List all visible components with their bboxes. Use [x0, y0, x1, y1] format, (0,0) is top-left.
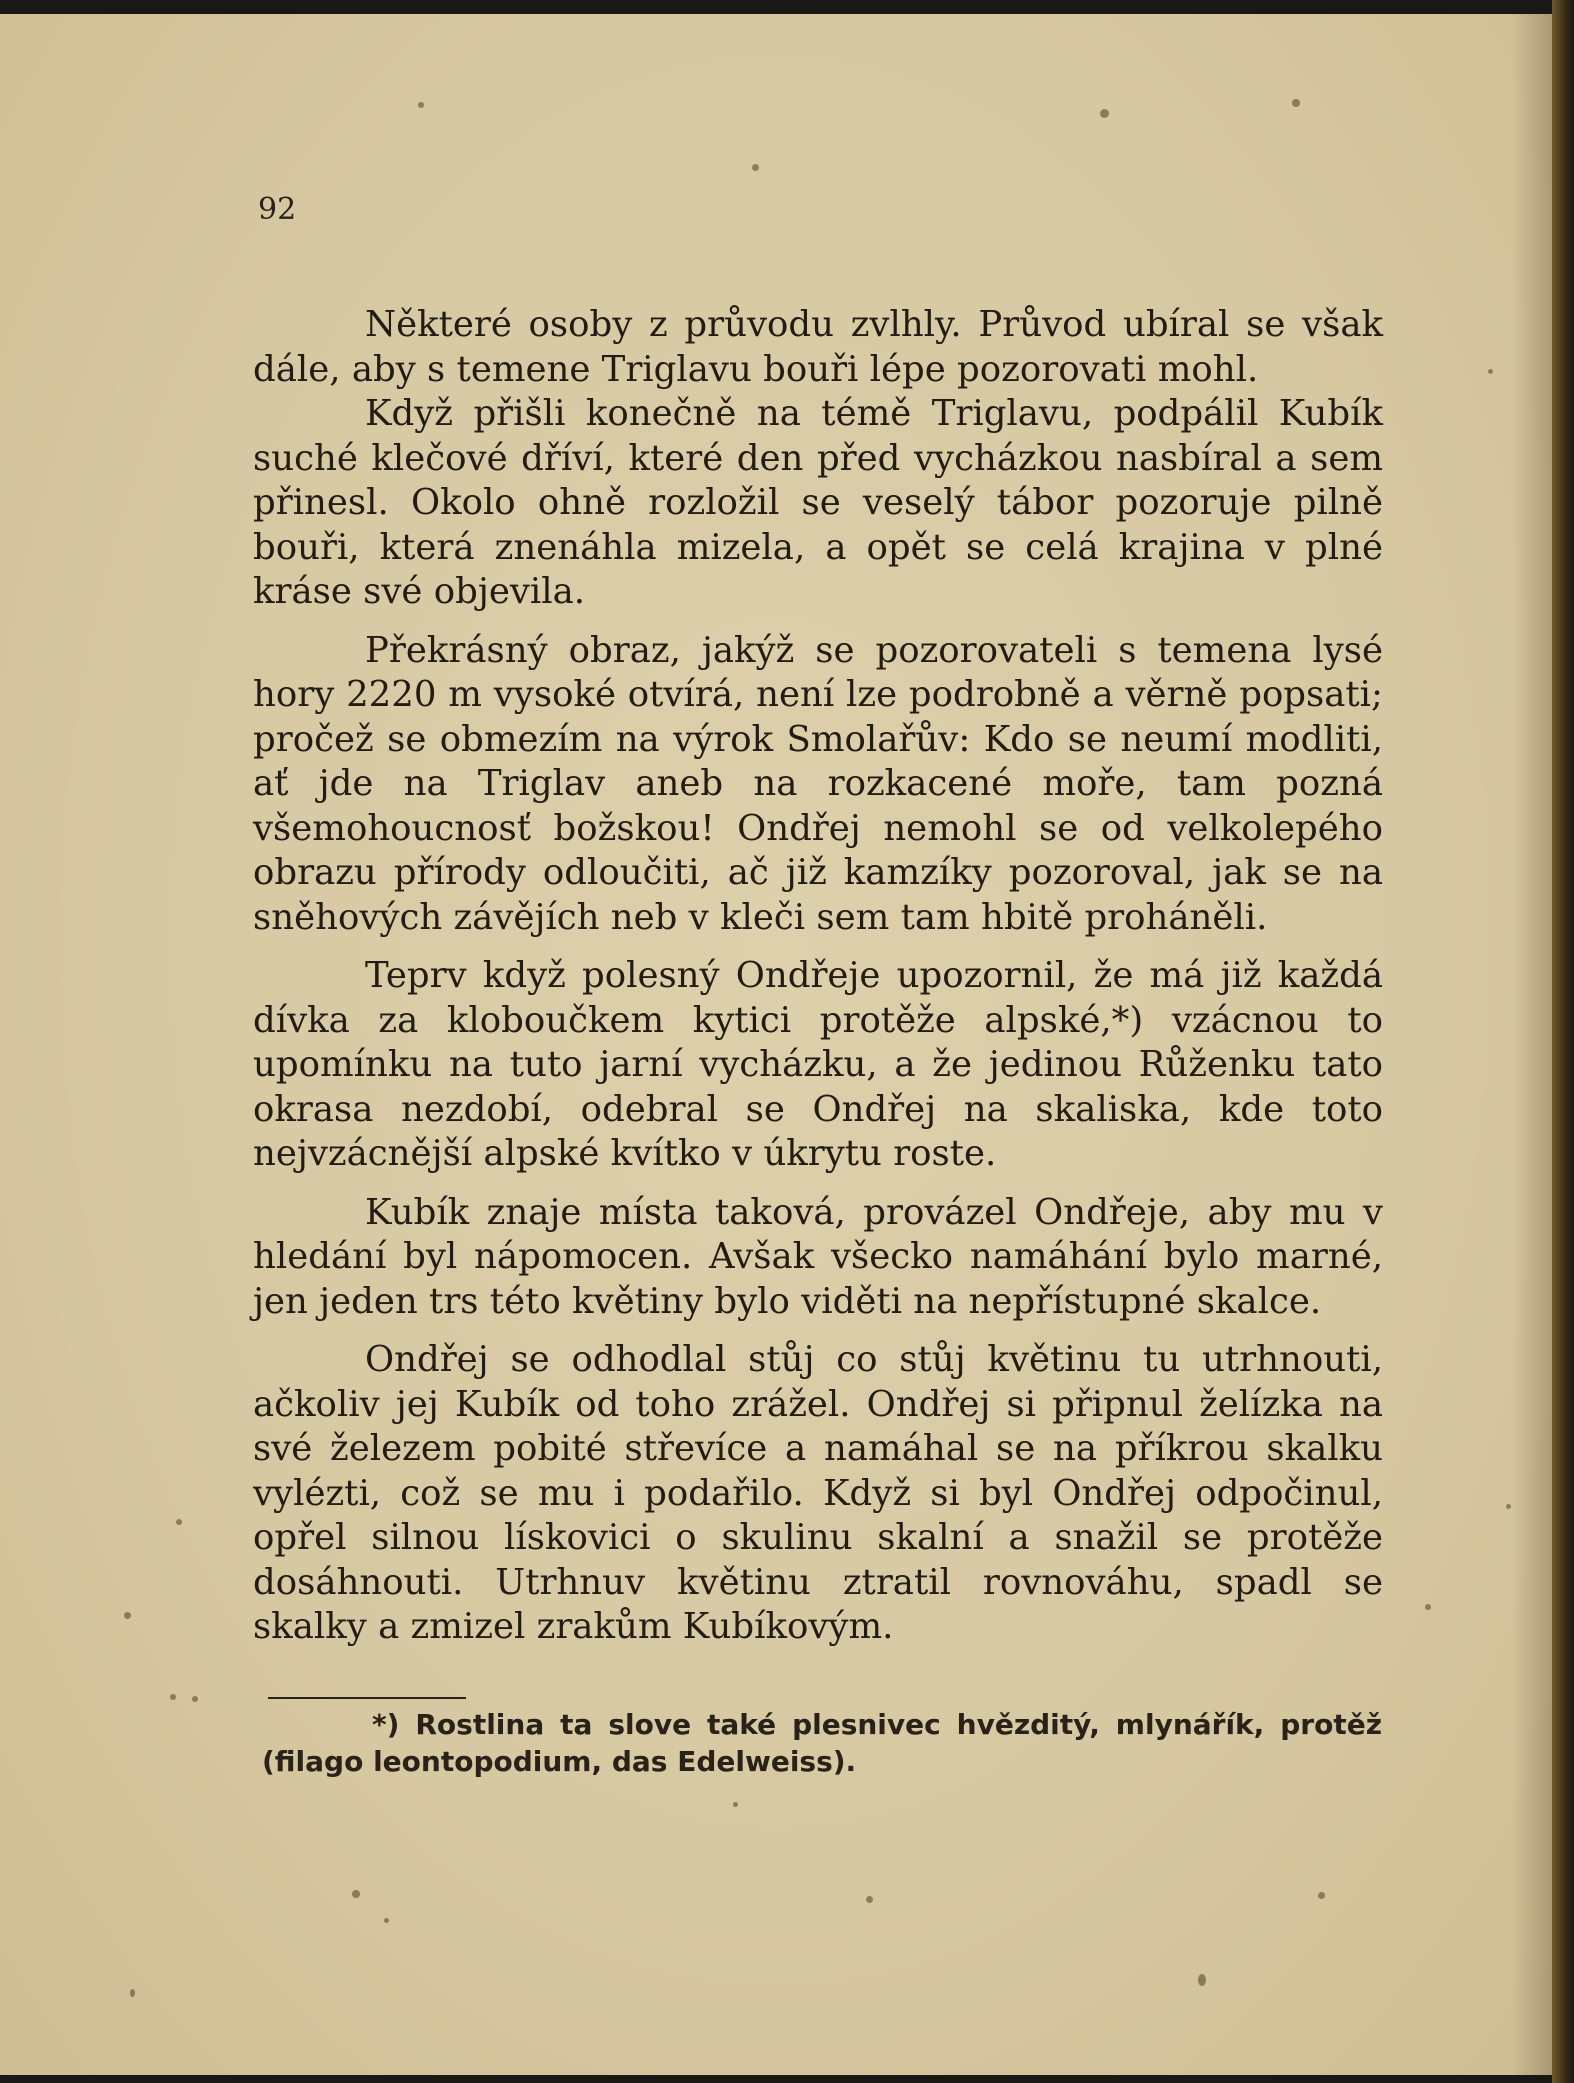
paper-speck [384, 1918, 389, 1923]
paper-speck [130, 1989, 135, 1997]
paper-speck [1506, 1504, 1511, 1509]
page-number: 92 [258, 192, 297, 227]
footnote-text: *) Rostlina ta slove také plesnivec hvězditý, mlynářík, protěž (filago leontopodium, das Edelweiss). [262, 1708, 1382, 1778]
book-page [0, 14, 1552, 2075]
footnote-rule [268, 1697, 466, 1699]
paper-speck [1100, 109, 1109, 118]
paragraph-2: Když přišli konečně na témě Triglavu, podpálil Kubík suché klečové dříví, které den před vycházkou nasbíral a sem přinesl. Okolo ohně rozložil se veselý tábor pozoruje pilně bouři, která znenáhla mizela, a opět se celá krajina v plné kráse své objevila. [253, 393, 1383, 612]
paragraph-5: Kubík znaje místa taková, provázel Ondřeje, aby mu v hledání byl nápomocen. Avšak všecko namáhání bylo marné, jen jeden trs této květiny bylo viděti na nepřístupné skalce. [253, 1191, 1383, 1322]
paper-speck [352, 1890, 360, 1898]
paragraph-6: Ondřej se odhodlal stůj co stůj květinu tu utrhnouti, ačkoliv jej Kubík od toho zrážel. Ondřej si připnul želízka na své železem pobité střevíce a namáhal se na příkrou skalku vylézti, což se mu i podařilo. Když si byl Ondřej odpočinul, opřel silnou lískovici o skulinu skalní a snažil se protěže dosáhnouti. Utrhnuv květinu ztratil rovnováhu, spadl se skalky a zmizel zrakům Kubíkovým. [253, 1339, 1383, 1647]
paper-speck [418, 102, 424, 108]
paragraph-3: Překrásný obraz, jakýž se pozorovateli s temena lysé hory 2220 m vysoké otvírá, není lze podrobně a věrně popsati; pročež se obmezím na výrok Smolařův: Kdo se neumí modliti, ať jde na Triglav aneb na rozkacené moře, tam pozná všemohoucnosť božskou! Ondřej nemohl se od velkolepého obrazu přírody odloučiti, ač již kamzíky pozoroval, jak se na sněhových závějích neb v kleči sem tam hbitě proháněli. [253, 629, 1383, 938]
paper-speck [733, 1802, 738, 1807]
paper-speck [866, 1896, 873, 1903]
paper-speck [192, 1696, 198, 1702]
paper-speck [176, 1519, 182, 1525]
paper-speck [752, 164, 759, 171]
paragraph-1: Některé osoby z průvodu zvlhly. Průvod ubíral se však dále, aby s temene Triglavu bouři lépe pozorovati mohl. [253, 304, 1383, 390]
paper-speck [1292, 99, 1300, 107]
book-spine-edge [1552, 0, 1574, 2083]
paragraph-4: Teprv když polesný Ondřeje upozornil, že má již každá dívka za kloboučkem kytici protěže alpské,*) vzácnou to upomínku na tuto jarní vycházku, a že jedinou Růženku tato okrasa nezdobí, odebral se Ondřej na skaliska, kde toto nejvzácnější alpské kvítko v úkrytu roste. [253, 955, 1383, 1174]
paper-speck [170, 1694, 176, 1700]
paper-speck [1425, 1604, 1431, 1610]
body-text [253, 303, 1383, 1650]
paper-speck [1198, 1974, 1206, 1986]
paper-speck [1488, 369, 1493, 374]
spine-shadow [1512, 14, 1552, 2075]
footnote [262, 1706, 1382, 1780]
paper-speck [124, 1612, 131, 1619]
paper-speck [1318, 1892, 1325, 1899]
